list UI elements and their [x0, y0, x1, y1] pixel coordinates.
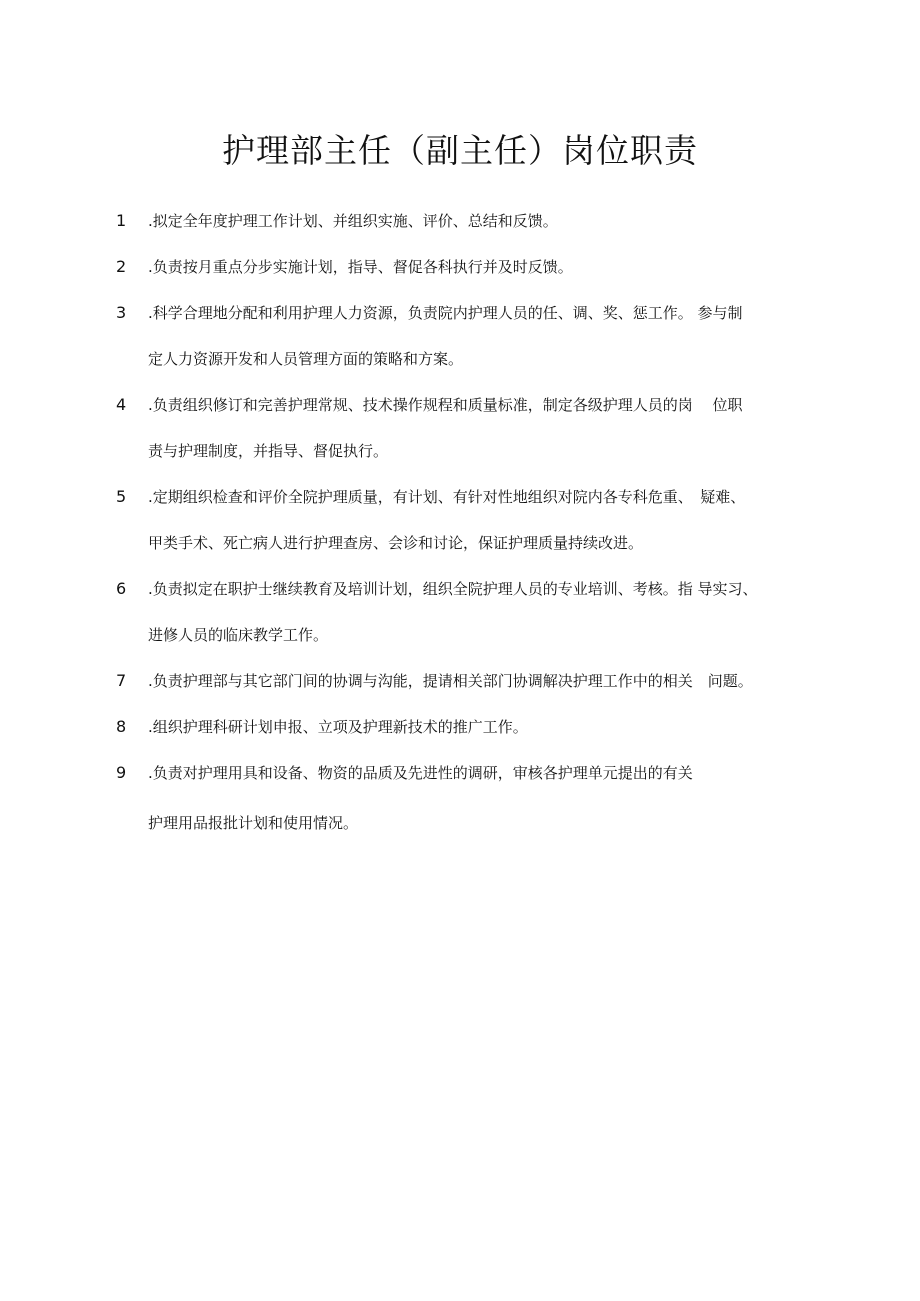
page-title: 护理部主任（副主任）岗位职责 — [222, 131, 698, 170]
list-item — [116, 474, 836, 566]
list-item — [116, 290, 836, 382]
item-number: 9 — [116, 763, 127, 782]
item-text: .负责按月重点分步实施计划，指导、督促各科执行并及时反馈。 — [148, 258, 573, 276]
list-item — [116, 658, 836, 704]
item-number: 8 — [116, 717, 127, 736]
list-item — [116, 704, 836, 750]
item-text: .负责拟定在职护士继续教育及培训计划，组织全院护理人员的专业培训、考核。指 导实习、 — [148, 580, 758, 598]
item-text: .定期组织检查和评价全院护理质量，有计划、有针对性地组织对院内各专科危重、 疑难、 — [148, 488, 746, 506]
item-text: .组织护理科研计划申报、立项及护理新技术的推广工作。 — [148, 718, 528, 736]
item-number: 5 — [116, 487, 127, 506]
list-item — [116, 750, 836, 846]
item-text-continued: 护理用品报批计划和使用情况。 — [148, 814, 359, 832]
list-item — [116, 382, 836, 474]
item-text-continued: 责与护理制度，并指导、督促执行。 — [148, 442, 389, 460]
item-text-continued: 甲类手术、死亡病人进行护理查房、会诊和讨论，保证护理质量持续改进。 — [148, 534, 644, 552]
item-number: 6 — [116, 579, 127, 598]
item-number: 4 — [116, 395, 127, 414]
item-text-continued: 定人力资源开发和人员管理方面的策略和方案。 — [148, 350, 464, 368]
item-text: .负责组织修订和完善护理常规、技术操作规程和质量标准，制定各级护理人员的岗 位职 — [148, 396, 743, 414]
list-item — [116, 198, 836, 244]
item-number: 3 — [116, 303, 127, 322]
item-text: .拟定全年度护理工作计划、并组织实施、评价、总结和反馈。 — [148, 212, 558, 230]
duty-list — [116, 198, 836, 846]
item-text: .负责对护理用具和设备、物资的品质及先进性的调研，审核各护理单元提出的有关 — [148, 764, 693, 782]
item-number: 1 — [116, 211, 127, 230]
list-item — [116, 566, 836, 658]
item-number: 7 — [116, 671, 127, 690]
item-text: .科学合理地分配和利用护理人力资源，负责院内护理人员的任、调、奖、惩工作。 参与制 — [148, 304, 743, 322]
item-text: .负责护理部与其它部门间的协调与沟能，提请相关部门协调解决护理工作中的相关 问题。 — [148, 672, 753, 690]
item-text-continued: 进修人员的临床教学工作。 — [148, 626, 329, 644]
list-item — [116, 244, 836, 290]
item-number: 2 — [116, 257, 127, 276]
